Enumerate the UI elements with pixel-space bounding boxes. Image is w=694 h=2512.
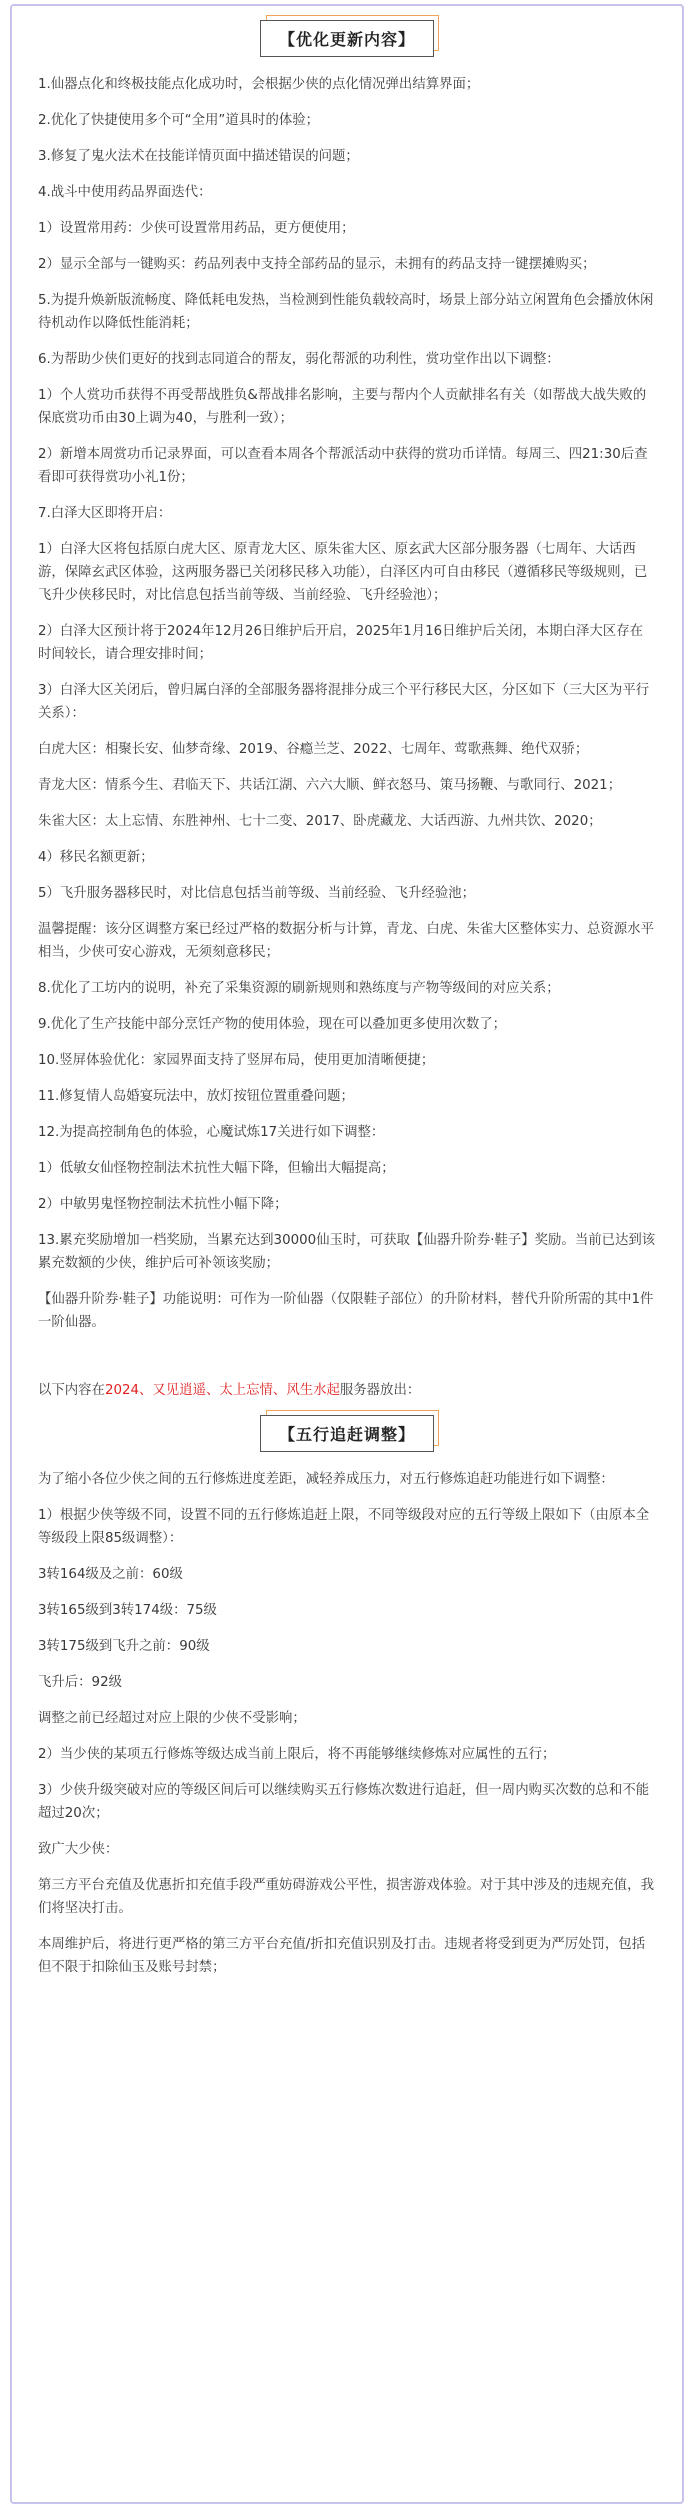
paragraph: 5）飞升服务器移民时，对比信息包括当前等级、当前经验、飞升经验池； xyxy=(38,886,476,901)
paragraph: 1）低敏女仙怪物控制法术抗性大幅下降，但输出大幅提高； xyxy=(38,1161,395,1176)
paragraph: 1）白泽大区将包括原白虎大区、原青龙大区、原朱雀大区、原玄武大区部分服务器（七周年、大话西游，保障玄武区体验，这两服务器已关闭移民移入功能），白泽区内可自由移民（遵循移民等级规则，已飞升少侠移民时，对比信息包括当前等级、当前经验、飞升经验池）； xyxy=(38,542,648,603)
paragraph: 4）移民名额更新； xyxy=(38,850,154,865)
paragraph: 2）当少侠的某项五行修炼等级达成当前上限后，将不再能够继续修炼对应属性的五行； xyxy=(38,1747,556,1762)
paragraph: 白虎大区：相聚长安、仙梦奇缘、2019、谷瘾兰芝、2022、七周年、莺歌燕舞、绝代双骄； xyxy=(38,742,589,757)
paragraph: 1）个人赏功币获得不再受帮战胜负&帮战排名影响，主要与帮内个人贡献排名有关（如帮战大战失败的保底赏功币由30上调为40，与胜利一致）； xyxy=(38,388,647,426)
paragraph: 3.修复了鬼火法术在技能详情页面中描述错误的问题； xyxy=(38,149,359,164)
paragraph: 3转175级到飞升之前：90级 xyxy=(38,1639,210,1654)
server-list-highlight: 2024、又见逍遥、太上忘情、风生水起 xyxy=(104,1383,340,1398)
paragraph: 9.优化了生产技能中部分烹饪产物的使用体验，现在可以叠加更多使用次数了； xyxy=(38,1017,507,1032)
paragraph: 10.竖屏体验优化：家园界面支持了竖屏布局，使用更加清晰便捷； xyxy=(38,1053,435,1068)
paragraph: 致广大少侠： xyxy=(38,1842,119,1857)
paragraph: 3转165级到3转174级：75级 xyxy=(38,1603,217,1618)
paragraph: 11.修复情人岛婚宴玩法中，放灯按钮位置重叠问题； xyxy=(38,1089,354,1104)
paragraph: 3）少侠升级突破对应的等级区间后可以继续购买五行修炼次数进行追赶，但一周内购买次数的总和不能超过20次； xyxy=(38,1783,650,1821)
paragraph: 飞升后：92级 xyxy=(38,1675,122,1690)
paragraph: 2）新增本周赏功币记录界面，可以查看本周各个帮派活动中获得的赏功币详情。每周三、四21:30后查看即可获得赏功小礼1份； xyxy=(38,447,648,485)
paragraph: 本周维护后，将进行更严格的第三方平台充值/折扣充值识别及打击。违规者将受到更为严厉处罚，包括但不限于扣除仙玉及账号封禁； xyxy=(38,1937,646,1975)
announcement-card xyxy=(10,4,684,2504)
paragraph: 1.仙器点化和终极技能点化成功时，会根据少侠的点化情况弹出结算界面； xyxy=(38,77,480,92)
paragraph: 【仙器升阶券·鞋子】功能说明：可作为一阶仙器（仅限鞋子部位）的升阶材料，替代升阶所需的其中1件一阶仙器。 xyxy=(38,1292,654,1330)
paragraph: 朱雀大区：太上忘情、东胜神州、七十二变、2017、卧虎藏龙、大话西游、九州共饮、2020； xyxy=(38,814,602,829)
paragraph: 2.优化了快捷使用多个可“全用”道具时的体验； xyxy=(38,113,320,128)
paragraph: 1）设置常用药：少侠可设置常用药品，更方便使用； xyxy=(38,221,355,236)
paragraph: 6.为帮助少侠们更好的找到志同道合的帮友，弱化帮派的功利性，赏功堂作出以下调整： xyxy=(38,352,560,367)
section-title-optimization: 【优化更新内容】 xyxy=(260,20,434,57)
paragraph: 青龙大区：情系今生、君临天下、共话江湖、六六大顺、鲜衣怒马、策马扬鞭、与歌同行、2021； xyxy=(38,778,622,793)
paragraph: 调整之前已经超过对应上限的少侠不受影响； xyxy=(38,1711,306,1726)
paragraph: 7.白泽大区即将开启： xyxy=(38,506,172,521)
server-notice xyxy=(38,1379,656,1402)
section-five-elements-body xyxy=(38,1468,656,1979)
paragraph: 2）白泽大区预计将于2024年12月26日维护后开启，2025年1月16日维护后关闭，本期白泽大区存在时间较长，请合理安排时间； xyxy=(38,624,643,662)
paragraph: 2）显示全部与一键购买：药品列表中支持全部药品的显示，未拥有的药品支持一键摆摊购买； xyxy=(38,257,596,272)
paragraph: 第三方平台充值及优惠折扣充值手段严重妨碍游戏公平性，损害游戏体验。对于其中涉及的违规充值，我们将坚决打击。 xyxy=(38,1878,654,1916)
paragraph: 8.优化了工坊内的说明，补充了采集资源的刷新规则和熟练度与产物等级间的对应关系； xyxy=(38,981,560,996)
paragraph: 3）白泽大区关闭后，曾归属白泽的全部服务器将混排分成三个平行移民大区，分区如下（三大区为平行关系）： xyxy=(38,683,650,721)
paragraph: 温馨提醒：该分区调整方案已经过严格的数据分析与计算，青龙、白虎、朱雀大区整体实力、总资源水平相当，少侠可安心游戏，无须刻意移民； xyxy=(38,922,654,960)
spacer xyxy=(38,1347,656,1379)
section-title-five-elements: 【五行追赶调整】 xyxy=(260,1415,434,1452)
section-title-wrap xyxy=(38,1415,656,1452)
paragraph: 13.累充奖励增加一档奖励，当累充达到30000仙玉时，可获取【仙器升阶券·鞋子】奖励。当前已达到该累充数额的少侠，维护后可补领该奖励； xyxy=(38,1233,656,1271)
paragraph: 2）中敏男鬼怪物控制法术抗性小幅下降； xyxy=(38,1197,288,1212)
section-optimization-body xyxy=(38,73,656,1334)
paragraph: 12.为提高控制角色的体验，心魔试炼17关进行如下调整： xyxy=(38,1125,385,1140)
paragraph: 1）根据少侠等级不同，设置不同的五行修炼追赶上限，不同等级段对应的五行等级上限如下（由原本全等级段上限85级调整）： xyxy=(38,1508,650,1546)
paragraph: 为了缩小各位少侠之间的五行修炼进度差距，减轻养成压力，对五行修炼追赶功能进行如下调整： xyxy=(38,1472,614,1487)
server-notice-prefix: 以下内容在 xyxy=(38,1383,105,1398)
server-notice-suffix: 服务器放出： xyxy=(339,1383,421,1398)
paragraph: 4.战斗中使用药品界面迭代： xyxy=(38,185,212,200)
paragraph: 5.为提升焕新版流畅度、降低耗电发热，当检测到性能负载较高时，场景上部分站立闲置角色会播放休闲待机动作以降低性能消耗； xyxy=(38,293,654,331)
paragraph: 3转164级及之前：60级 xyxy=(38,1567,183,1582)
section-title-wrap xyxy=(38,20,656,57)
